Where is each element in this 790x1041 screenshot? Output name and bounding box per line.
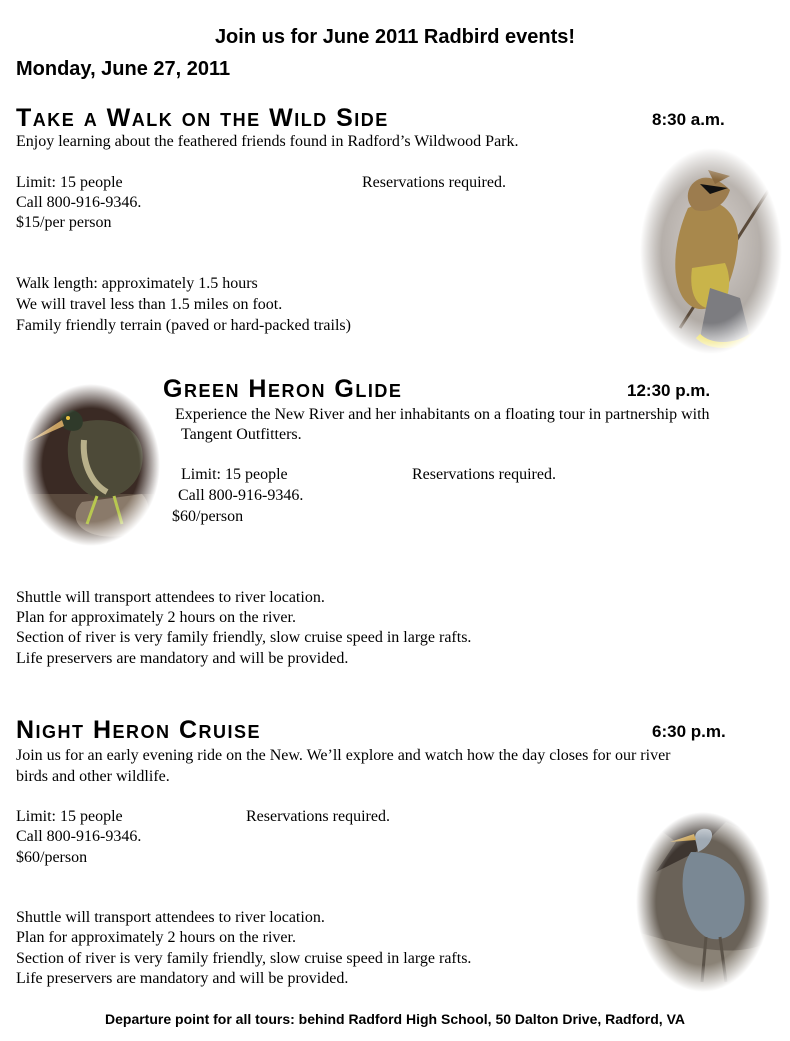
event-description-line: birds and other wildlife. xyxy=(16,768,170,785)
event-description-line: Tangent Outfitters. xyxy=(181,426,302,443)
event-title: Take a Walk on the Wild Side xyxy=(16,104,389,132)
event-title: Night Heron Cruise xyxy=(16,716,262,744)
event-detail: Walk length: approximately 1.5 hours xyxy=(16,275,258,292)
event-time: 6:30 p.m. xyxy=(652,722,726,741)
event-reservations: Reservations required. xyxy=(362,174,506,191)
event-reservations: Reservations required. xyxy=(412,466,556,483)
event-price: $15/per person xyxy=(16,214,112,231)
event-phone: Call 800-916-9346. xyxy=(178,487,304,504)
event-time: 8:30 a.m. xyxy=(652,110,725,129)
cedar-waxwing-photo xyxy=(640,148,782,354)
event-detail: Shuttle will transport attendees to river location. xyxy=(16,909,325,926)
event-phone: Call 800-916-9346. xyxy=(16,194,142,211)
event-description-line: Join us for an early evening ride on the New. We’ll explore and watch how the day closes for our river xyxy=(16,747,671,764)
green-heron-photo xyxy=(22,384,160,546)
event-detail: Section of river is very family friendly, slow cruise speed in large rafts. xyxy=(16,629,472,646)
event-detail: Plan for approximately 2 hours on the river. xyxy=(16,929,296,946)
event-detail: Life preservers are mandatory and will be provided. xyxy=(16,970,349,987)
event-detail: Family friendly terrain (paved or hard-packed trails) xyxy=(16,317,351,334)
event-limit: Limit: 15 people xyxy=(16,808,123,825)
event-limit: Limit: 15 people xyxy=(181,466,288,483)
page-title: Join us for June 2011 Radbird events! xyxy=(214,26,576,48)
event-price: $60/person xyxy=(16,849,88,866)
event-time: 12:30 p.m. xyxy=(627,381,711,400)
event-detail: We will travel less than 1.5 miles on foot. xyxy=(16,296,283,313)
event-limit: Limit: 15 people xyxy=(16,174,123,191)
event-phone: Call 800-916-9346. xyxy=(16,828,142,845)
event-description-line: Experience the New River and her inhabitants on a floating tour in partnership with xyxy=(175,406,710,423)
heron-photo xyxy=(636,812,770,992)
event-detail: Plan for approximately 2 hours on the river. xyxy=(16,609,296,626)
event-detail: Life preservers are mandatory and will be provided. xyxy=(16,650,349,667)
event-date: Monday, June 27, 2011 xyxy=(16,58,231,80)
event-description: Enjoy learning about the feathered friends found in Radford’s Wildwood Park. xyxy=(16,133,519,150)
event-detail: Section of river is very family friendly, slow cruise speed in large rafts. xyxy=(16,950,472,967)
event-detail: Shuttle will transport attendees to river location. xyxy=(16,589,325,606)
event-price: $60/person xyxy=(172,508,244,525)
departure-footer: Departure point for all tours: behind Radford High School, 50 Dalton Drive, Radford, VA xyxy=(105,1011,685,1027)
event-reservations: Reservations required. xyxy=(246,808,390,825)
event-title: Green Heron Glide xyxy=(163,375,403,403)
